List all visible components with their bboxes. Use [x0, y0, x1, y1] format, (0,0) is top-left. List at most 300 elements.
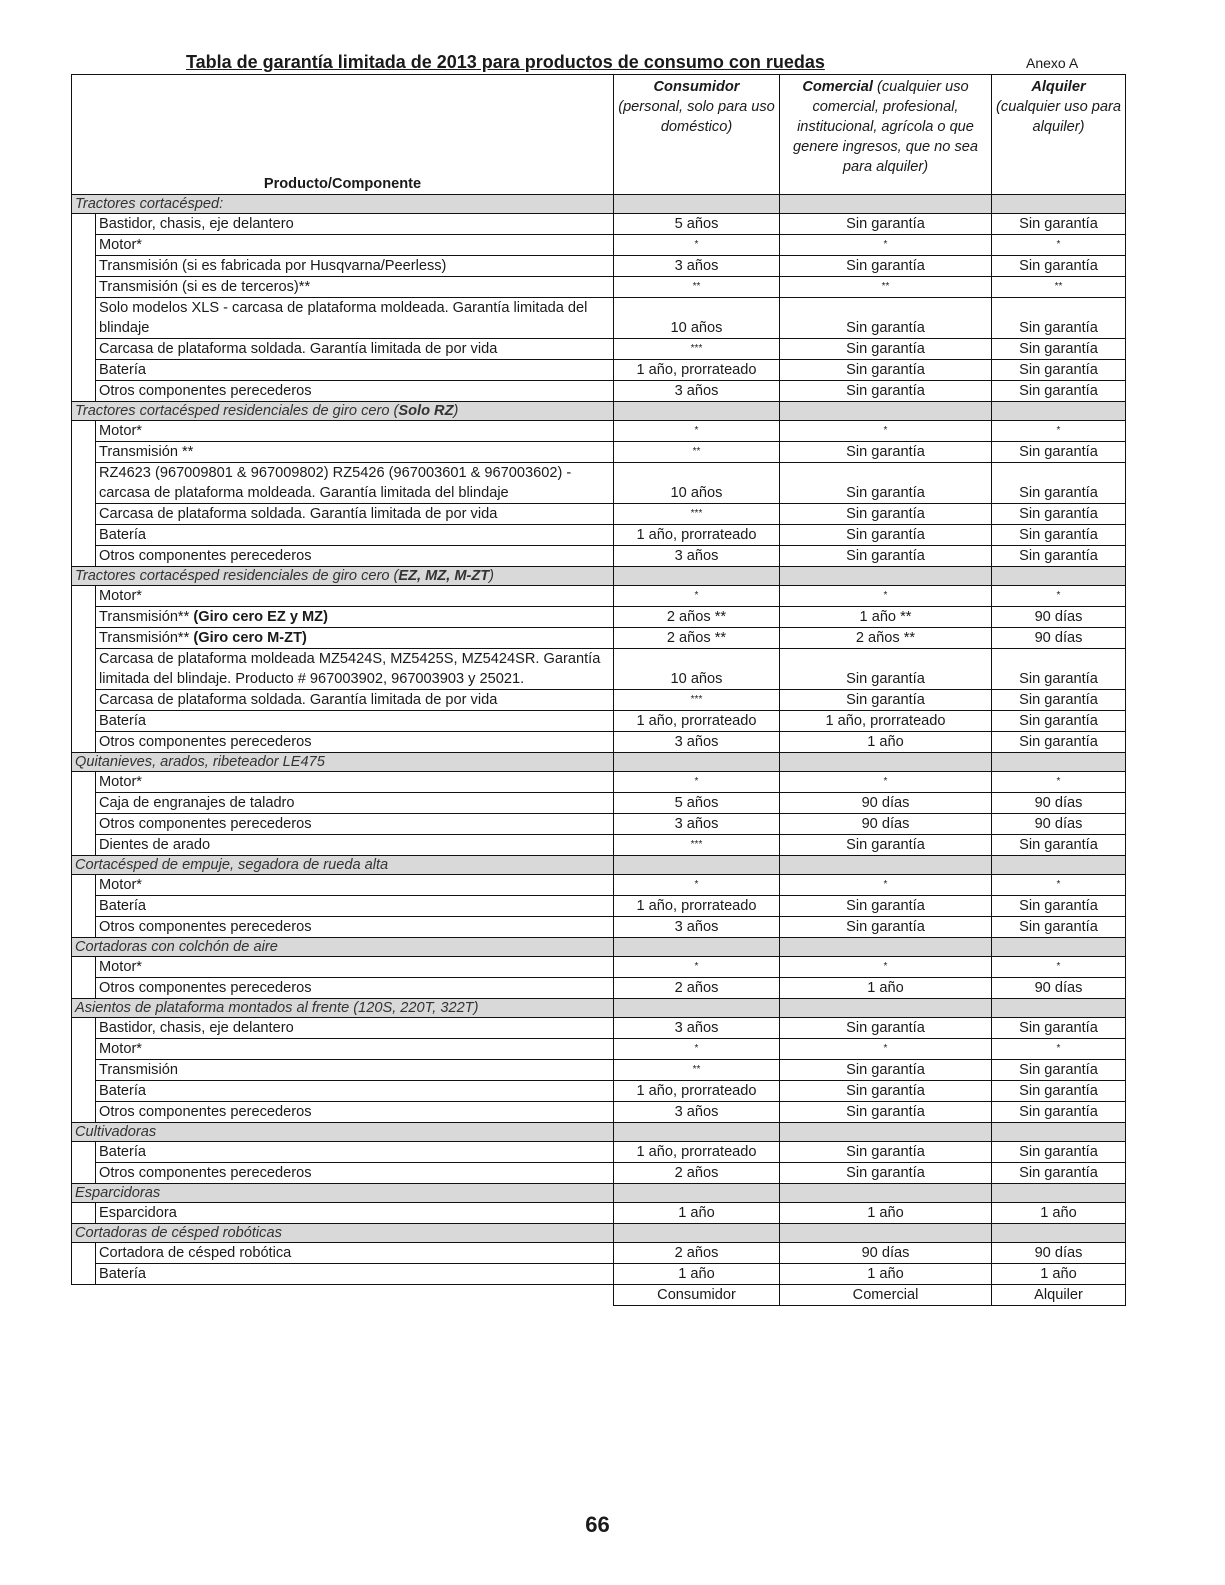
component-name — [96, 607, 614, 628]
component-name-text: Otros componentes perecederos — [99, 548, 312, 564]
indent-cell — [72, 772, 96, 793]
component-name — [96, 381, 614, 402]
section-header-row — [72, 856, 1126, 875]
table-row — [72, 463, 1126, 504]
component-name — [96, 1264, 614, 1285]
commercial-header-desc-2: comercial, profesional, institucional, agrícola o que genere ingresos, que no sea para alquiler) — [793, 99, 978, 175]
commercial-value: * — [780, 957, 992, 978]
component-name-text: Batería — [99, 898, 147, 914]
table-row — [72, 1264, 1126, 1285]
rental-value: * — [992, 1039, 1126, 1060]
consumer-value: * — [614, 772, 780, 793]
component-name-text: Otros componentes perecederos — [99, 1104, 312, 1120]
indent-cell — [72, 586, 96, 607]
component-name — [96, 649, 614, 690]
table-row — [72, 1081, 1126, 1102]
consumer-value: *** — [614, 504, 780, 525]
section-title — [72, 938, 614, 957]
section-empty-cell — [992, 1123, 1126, 1142]
table-row — [72, 957, 1126, 978]
indent-cell — [72, 381, 96, 402]
section-title-text: Cortacésped de empuje, segadora de rueda alta — [75, 857, 389, 873]
rental-value: * — [992, 772, 1126, 793]
section-empty-cell — [992, 856, 1126, 875]
component-name — [96, 814, 614, 835]
rental-header — [992, 75, 1126, 195]
section-empty-cell — [614, 999, 780, 1018]
section-header-row — [72, 753, 1126, 772]
consumer-value: ** — [614, 1060, 780, 1081]
rental-value: 90 días — [992, 814, 1126, 835]
indent-cell — [72, 1039, 96, 1060]
component-name-text: Solo modelos XLS - carcasa de plataforma moldeada. Garantía limitada del blindaje — [99, 300, 588, 336]
commercial-value: * — [780, 421, 992, 442]
table-row — [72, 772, 1126, 793]
section-empty-cell — [614, 938, 780, 957]
table-row — [72, 277, 1126, 298]
consumer-value: 2 años — [614, 978, 780, 999]
section-header-row — [72, 195, 1126, 214]
rental-value: 90 días — [992, 978, 1126, 999]
rental-value: Sin garantía — [992, 917, 1126, 938]
consumer-value: * — [614, 1039, 780, 1060]
indent-cell — [72, 235, 96, 256]
commercial-value: Sin garantía — [780, 1081, 992, 1102]
section-header-row — [72, 938, 1126, 957]
warranty-table — [71, 74, 1126, 1306]
component-name — [96, 277, 614, 298]
indent-cell — [72, 360, 96, 381]
header-row — [72, 75, 1126, 195]
indent-cell — [72, 978, 96, 999]
commercial-value: Sin garantía — [780, 360, 992, 381]
component-name — [96, 1102, 614, 1123]
component-name-text: Transmisión (si es de terceros)** — [99, 279, 311, 295]
rental-value: 90 días — [992, 1243, 1126, 1264]
table-row — [72, 1163, 1126, 1184]
component-name-text: Batería — [99, 1144, 147, 1160]
rental-value: Sin garantía — [992, 214, 1126, 235]
section-empty-cell — [614, 1123, 780, 1142]
consumer-value: 3 años — [614, 814, 780, 835]
table-row — [72, 298, 1126, 339]
rental-value: Sin garantía — [992, 896, 1126, 917]
consumer-value: * — [614, 586, 780, 607]
component-name — [96, 628, 614, 649]
commercial-value: Sin garantía — [780, 381, 992, 402]
rental-value: Sin garantía — [992, 298, 1126, 339]
indent-cell — [72, 277, 96, 298]
commercial-value: 2 años ** — [780, 628, 992, 649]
section-title — [72, 195, 614, 214]
section-title-text: Cultivadoras — [75, 1124, 157, 1140]
section-empty-cell — [992, 1184, 1126, 1203]
footer-commercial: Comercial — [780, 1285, 992, 1306]
table-row — [72, 1018, 1126, 1039]
commercial-value: 90 días — [780, 793, 992, 814]
indent-cell — [72, 421, 96, 442]
indent-cell — [72, 835, 96, 856]
section-title-text: Tractores cortacésped: — [75, 196, 224, 212]
component-name-text: Cortadora de césped robótica — [99, 1245, 292, 1261]
indent-cell — [72, 1243, 96, 1264]
commercial-value: Sin garantía — [780, 835, 992, 856]
indent-cell — [72, 1018, 96, 1039]
section-title-end: ) — [489, 568, 495, 584]
component-name-text: Otros componentes perecederos — [99, 383, 312, 399]
section-empty-cell — [992, 195, 1126, 214]
consumer-value: 5 años — [614, 214, 780, 235]
component-name-qualifier: (Giro cero M-ZT) — [189, 630, 307, 646]
consumer-value: *** — [614, 690, 780, 711]
rental-value: Sin garantía — [992, 525, 1126, 546]
table-row — [72, 607, 1126, 628]
commercial-header-title: Comercial — [802, 79, 873, 95]
table-row — [72, 1039, 1126, 1060]
component-name-text: Batería — [99, 527, 147, 543]
commercial-value: Sin garantía — [780, 896, 992, 917]
table-row — [72, 628, 1126, 649]
indent-cell — [72, 607, 96, 628]
table-row — [72, 360, 1126, 381]
rental-value: Sin garantía — [992, 1018, 1126, 1039]
consumer-value: 1 año — [614, 1264, 780, 1285]
rental-value: Sin garantía — [992, 649, 1126, 690]
consumer-value: 1 año, prorrateado — [614, 360, 780, 381]
commercial-value: 90 días — [780, 814, 992, 835]
commercial-value: 90 días — [780, 1243, 992, 1264]
table-row — [72, 649, 1126, 690]
section-empty-cell — [992, 753, 1126, 772]
indent-cell — [72, 793, 96, 814]
section-empty-cell — [992, 938, 1126, 957]
consumer-value: 1 año, prorrateado — [614, 1081, 780, 1102]
section-empty-cell — [614, 195, 780, 214]
table-row — [72, 814, 1126, 835]
section-header-row — [72, 1224, 1126, 1243]
commercial-value: * — [780, 772, 992, 793]
consumer-value: 10 años — [614, 649, 780, 690]
section-header-row — [72, 567, 1126, 586]
product-header: Producto/Componente — [72, 75, 614, 195]
indent-cell — [72, 649, 96, 690]
section-title — [72, 1123, 614, 1142]
component-name — [96, 504, 614, 525]
section-empty-cell — [614, 856, 780, 875]
section-empty-cell — [780, 195, 992, 214]
indent-cell — [72, 875, 96, 896]
consumer-value: *** — [614, 835, 780, 856]
component-name-text: Batería — [99, 362, 147, 378]
section-title-text: Cortadoras de césped robóticas — [75, 1225, 282, 1241]
commercial-value: Sin garantía — [780, 917, 992, 938]
consumer-value: * — [614, 875, 780, 896]
component-name — [96, 586, 614, 607]
section-empty-cell — [780, 1224, 992, 1243]
commercial-header-desc-1: (cualquier uso — [876, 79, 969, 95]
indent-cell — [72, 896, 96, 917]
component-name — [96, 1060, 614, 1081]
indent-cell — [72, 339, 96, 360]
commercial-value: ** — [780, 277, 992, 298]
indent-cell — [72, 1081, 96, 1102]
rental-value: * — [992, 235, 1126, 256]
rental-value: 1 año — [992, 1264, 1126, 1285]
indent-cell — [72, 957, 96, 978]
footer-consumer: Consumidor — [614, 1285, 780, 1306]
section-empty-cell — [780, 753, 992, 772]
component-name — [96, 896, 614, 917]
component-name — [96, 421, 614, 442]
section-empty-cell — [992, 1224, 1126, 1243]
component-name-text: Caja de engranajes de taladro — [99, 795, 295, 811]
indent-cell — [72, 463, 96, 504]
consumer-value: ** — [614, 277, 780, 298]
component-name-text: Carcasa de plataforma soldada. Garantía limitada de por vida — [99, 506, 498, 522]
rental-value: Sin garantía — [992, 1163, 1126, 1184]
indent-cell — [72, 628, 96, 649]
rental-value: * — [992, 875, 1126, 896]
consumer-value: 2 años ** — [614, 628, 780, 649]
footer-empty-cell — [72, 1285, 614, 1306]
indent-cell — [72, 732, 96, 753]
section-title-text: Tractores cortacésped residenciales de giro cero ( — [75, 568, 399, 584]
annex-label: Anexo A — [1026, 55, 1079, 71]
table-row — [72, 711, 1126, 732]
component-name-text: Carcasa de plataforma moldeada MZ5424S, MZ5425S, MZ5424SR. Garantía limitada del blindaje. Producto # 967003902, 967003903 y 25021. — [99, 651, 601, 687]
component-name — [96, 793, 614, 814]
commercial-value: Sin garantía — [780, 442, 992, 463]
consumer-value: 10 años — [614, 463, 780, 504]
section-empty-cell — [780, 1184, 992, 1203]
section-title — [72, 1224, 614, 1243]
component-name-text: Carcasa de plataforma soldada. Garantía limitada de por vida — [99, 341, 498, 357]
component-name-text: Bastidor, chasis, eje delantero — [99, 1020, 294, 1036]
indent-cell — [72, 814, 96, 835]
component-name-text: Otros componentes perecederos — [99, 919, 312, 935]
component-name — [96, 360, 614, 381]
indent-cell — [72, 1264, 96, 1285]
consumer-header-title: Consumidor — [653, 79, 740, 95]
commercial-value: Sin garantía — [780, 690, 992, 711]
indent-cell — [72, 504, 96, 525]
rental-value: Sin garantía — [992, 339, 1126, 360]
consumer-value: 1 año, prorrateado — [614, 525, 780, 546]
component-name — [96, 214, 614, 235]
component-name — [96, 875, 614, 896]
commercial-value: Sin garantía — [780, 649, 992, 690]
rental-value: Sin garantía — [992, 1142, 1126, 1163]
section-title-text: Asientos de plataforma montados al frente (120S, 220T, 322T) — [75, 1000, 479, 1016]
indent-cell — [72, 256, 96, 277]
indent-cell — [72, 1203, 96, 1224]
footer-rental: Alquiler — [992, 1285, 1126, 1306]
commercial-value: Sin garantía — [780, 339, 992, 360]
commercial-value: * — [780, 1039, 992, 1060]
section-empty-cell — [614, 567, 780, 586]
consumer-value: 3 años — [614, 381, 780, 402]
component-name — [96, 917, 614, 938]
component-name-text: Transmisión — [99, 1062, 178, 1078]
table-row — [72, 875, 1126, 896]
section-header-row — [72, 999, 1126, 1018]
consumer-value: 1 año — [614, 1203, 780, 1224]
section-title-models: Solo RZ — [398, 403, 454, 419]
table-row — [72, 1243, 1126, 1264]
rental-value: Sin garantía — [992, 463, 1126, 504]
rental-value: Sin garantía — [992, 1060, 1126, 1081]
section-empty-cell — [614, 1184, 780, 1203]
indent-cell — [72, 1060, 96, 1081]
component-name — [96, 772, 614, 793]
rental-value: Sin garantía — [992, 442, 1126, 463]
component-name-text: Carcasa de plataforma soldada. Garantía limitada de por vida — [99, 692, 498, 708]
consumer-value: 3 años — [614, 256, 780, 277]
consumer-value: 2 años ** — [614, 607, 780, 628]
rental-value: Sin garantía — [992, 690, 1126, 711]
rental-value: Sin garantía — [992, 381, 1126, 402]
component-name-text: Otros componentes perecederos — [99, 980, 312, 996]
table-row — [72, 235, 1126, 256]
component-name-text: Motor* — [99, 877, 142, 893]
consumer-value: 10 años — [614, 298, 780, 339]
consumer-value: *** — [614, 339, 780, 360]
rental-value: 90 días — [992, 607, 1126, 628]
rental-value: Sin garantía — [992, 256, 1126, 277]
component-name — [96, 442, 614, 463]
component-name-text: Otros componentes perecederos — [99, 816, 312, 832]
table-row — [72, 525, 1126, 546]
table-row — [72, 256, 1126, 277]
indent-cell — [72, 1102, 96, 1123]
component-name-text: Otros componentes perecederos — [99, 1165, 312, 1181]
component-name-text: Otros componentes perecederos — [99, 734, 312, 750]
table-row — [72, 732, 1126, 753]
section-title-models: EZ, MZ, M-ZT — [398, 568, 490, 584]
commercial-value: Sin garantía — [780, 1163, 992, 1184]
section-empty-cell — [780, 999, 992, 1018]
component-name-text: Transmisión ** — [99, 444, 194, 460]
rental-value: ** — [992, 277, 1126, 298]
table-row — [72, 504, 1126, 525]
table-row — [72, 917, 1126, 938]
rental-header-desc: (cualquier uso para alquiler) — [996, 99, 1121, 135]
footer-row — [72, 1285, 1126, 1306]
consumer-value: 1 año, prorrateado — [614, 1142, 780, 1163]
component-name-text: Motor* — [99, 959, 142, 975]
section-empty-cell — [780, 856, 992, 875]
table-row — [72, 214, 1126, 235]
consumer-value: 3 años — [614, 1018, 780, 1039]
component-name-text: Esparcidora — [99, 1205, 177, 1221]
component-name-text: Bastidor, chasis, eje delantero — [99, 216, 294, 232]
component-name — [96, 463, 614, 504]
section-title-text: Esparcidoras — [75, 1185, 161, 1201]
table-row — [72, 896, 1126, 917]
commercial-header — [780, 75, 992, 195]
rental-value: Sin garantía — [992, 1081, 1126, 1102]
component-name — [96, 957, 614, 978]
commercial-value: 1 año — [780, 978, 992, 999]
table-row — [72, 1102, 1126, 1123]
commercial-value: * — [780, 235, 992, 256]
commercial-value: 1 año — [780, 1264, 992, 1285]
section-empty-cell — [780, 938, 992, 957]
component-name — [96, 1142, 614, 1163]
component-name — [96, 835, 614, 856]
section-title — [72, 1184, 614, 1203]
table-row — [72, 793, 1126, 814]
component-name — [96, 1018, 614, 1039]
section-empty-cell — [780, 567, 992, 586]
component-name-text: Motor* — [99, 1041, 142, 1057]
table-row — [72, 339, 1126, 360]
component-name — [96, 978, 614, 999]
consumer-value: * — [614, 235, 780, 256]
rental-value: Sin garantía — [992, 732, 1126, 753]
commercial-value: Sin garantía — [780, 1102, 992, 1123]
indent-cell — [72, 214, 96, 235]
rental-value: 90 días — [992, 793, 1126, 814]
commercial-value: Sin garantía — [780, 1060, 992, 1081]
section-header-row — [72, 402, 1126, 421]
component-name — [96, 235, 614, 256]
component-name-text: Motor* — [99, 588, 142, 604]
table-row — [72, 1203, 1126, 1224]
component-name — [96, 1081, 614, 1102]
consumer-value: 1 año, prorrateado — [614, 711, 780, 732]
rental-value: Sin garantía — [992, 360, 1126, 381]
indent-cell — [72, 1142, 96, 1163]
consumer-value: 3 años — [614, 917, 780, 938]
commercial-value: Sin garantía — [780, 504, 992, 525]
component-name-qualifier: (Giro cero EZ y MZ) — [189, 609, 328, 625]
consumer-value: 3 años — [614, 1102, 780, 1123]
commercial-value: Sin garantía — [780, 1018, 992, 1039]
indent-cell — [72, 442, 96, 463]
component-name — [96, 1203, 614, 1224]
section-empty-cell — [614, 402, 780, 421]
consumer-value: * — [614, 957, 780, 978]
component-name — [96, 525, 614, 546]
indent-cell — [72, 917, 96, 938]
page-title: Tabla de garantía limitada de 2013 para productos de consumo con ruedas — [186, 52, 825, 72]
table-row — [72, 690, 1126, 711]
commercial-value: Sin garantía — [780, 214, 992, 235]
rental-header-title: Alquiler — [1031, 79, 1086, 95]
component-name-text: Motor* — [99, 774, 142, 790]
commercial-value: * — [780, 875, 992, 896]
rental-value: Sin garantía — [992, 504, 1126, 525]
commercial-value: Sin garantía — [780, 1142, 992, 1163]
commercial-value: Sin garantía — [780, 546, 992, 567]
component-name-text: Transmisión** — [99, 630, 190, 646]
commercial-value: * — [780, 586, 992, 607]
table-row — [72, 978, 1126, 999]
rental-value: Sin garantía — [992, 1102, 1126, 1123]
consumer-value: 5 años — [614, 793, 780, 814]
consumer-value: * — [614, 421, 780, 442]
rental-value: 1 año — [992, 1203, 1126, 1224]
rental-value: 90 días — [992, 628, 1126, 649]
table-row — [72, 546, 1126, 567]
section-title — [72, 856, 614, 875]
section-title-text: Quitanieves, arados, ribeteador LE475 — [75, 754, 325, 770]
section-title — [72, 402, 614, 421]
indent-cell — [72, 711, 96, 732]
commercial-value: 1 año — [780, 1203, 992, 1224]
rental-value: * — [992, 586, 1126, 607]
